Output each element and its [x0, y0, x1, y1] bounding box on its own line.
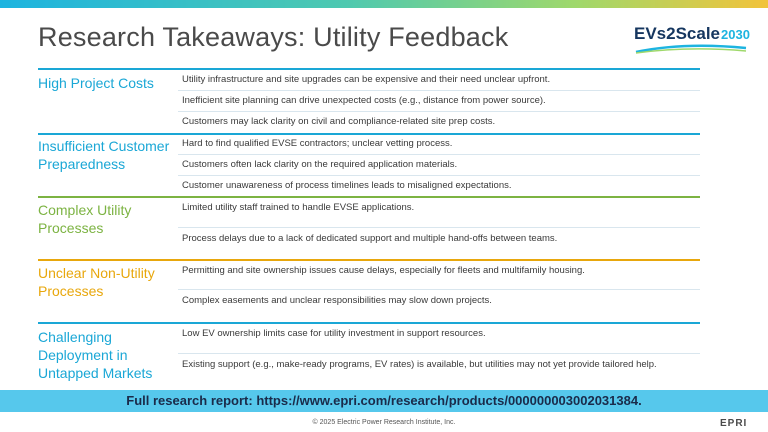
- section-rule: [38, 68, 700, 70]
- row-divider: [178, 289, 700, 290]
- table-row: Customers often lack clarity on the required application materials.: [182, 159, 458, 170]
- table-row: Limited utility staff trained to handle EVSE applications.: [182, 202, 415, 213]
- section-high-project-costs: [38, 68, 700, 133]
- row-divider: [178, 154, 700, 155]
- table-row: Existing support (e.g., make-ready programs, EV rates) is available, but utilities may not yet provide tailored help.: [182, 359, 657, 370]
- row-divider: [178, 90, 700, 91]
- table-row: Customer unawareness of process timelines leads to misaligned expectations.: [182, 180, 512, 191]
- table-row: Process delays due to a lack of dedicated support and multiple hand-offs between teams.: [182, 233, 558, 244]
- section-rule: [38, 133, 700, 135]
- section-label: Unclear Non-Utility Processes: [38, 265, 155, 299]
- table-row: Complex easements and unclear responsibilities may slow down projects.: [182, 295, 492, 306]
- row-divider: [178, 111, 700, 112]
- section-label: Complex Utility Processes: [38, 202, 132, 236]
- table-row: Hard to find qualified EVSE contractors; unclear vetting process.: [182, 138, 453, 149]
- table-row: Low EV ownership limits case for utility investment in support resources.: [182, 328, 486, 339]
- copyright-text: © 2025 Electric Power Research Institute, Inc.: [312, 419, 456, 426]
- section-label: Challenging Deployment in Untapped Markets: [38, 329, 153, 381]
- table-row: Inefficient site planning can drive unexpected costs (e.g., distance from power source).: [182, 95, 546, 106]
- row-divider: [178, 353, 700, 354]
- research-report-link[interactable]: Full research report: https://www.epri.com/research/products/000000003002031384.: [0, 390, 768, 412]
- evs2scale-logo: [634, 24, 750, 58]
- logo-year: 2030: [721, 27, 750, 42]
- table-row: Customers may lack clarity on civil and compliance-related site prep costs.: [182, 116, 496, 127]
- section-rule: [38, 196, 700, 198]
- section-rule: [38, 259, 700, 261]
- section-challenging-deployment: [38, 322, 700, 388]
- slide-title: Research Takeaways: Utility Feedback: [38, 22, 509, 52]
- top-gradient-bar: [0, 0, 768, 8]
- section-label: High Project Costs: [38, 75, 154, 91]
- section-label: Insufficient Customer Preparedness: [38, 138, 170, 172]
- logo-swoosh-icon: [634, 44, 750, 54]
- table-row: Utility infrastructure and site upgrades can be expensive and their need unclear upfront.: [182, 74, 551, 85]
- row-divider: [178, 175, 700, 176]
- section-unclear-non-utility-processes: [38, 259, 700, 322]
- section-complex-utility-processes: [38, 196, 700, 259]
- table-row: Permitting and site ownership issues cause delays, especially for fleets and multifamily housing.: [182, 265, 585, 276]
- row-divider: [178, 227, 700, 228]
- section-rule: [38, 322, 700, 324]
- section-insufficient-customer-preparedness: [38, 133, 700, 196]
- logo-text: EVs2Scale: [634, 24, 721, 43]
- epri-logo: EPRI: [720, 418, 748, 429]
